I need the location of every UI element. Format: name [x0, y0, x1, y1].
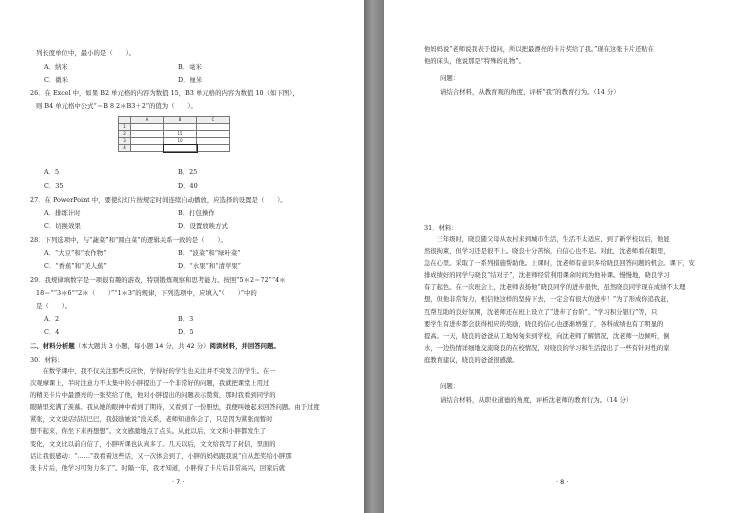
- q29-line2: 18＝”“3＊6”“2＊（ ）”“1＊3”的规律，下列选项中，应填入“（ ）”中的: [36, 289, 257, 297]
- q26-option-d: D．40: [178, 182, 198, 190]
- q30-line: 话让我很感动：“……”我看着这些话，又一次体会到了，小胖的妈妈跟我说“自从您奖给小胖那: [30, 452, 292, 460]
- q31-question-label: 问题：: [440, 382, 460, 390]
- q31-line: 然很拘束，但学习还是很不上。晓良十分苦恼，自信心也不足。对此，沈老师看在眼里，: [424, 248, 670, 256]
- section2-note: （本大题共 3 小题，每小题 14 分，共 42 分）: [74, 342, 210, 350]
- q30-continuation: [424, 44, 654, 68]
- sheet-row-2-head: 2: [119, 131, 131, 138]
- q28-option-a: A．“大豆”和“农作物”: [44, 249, 107, 257]
- sheet-col-b: B: [164, 117, 197, 124]
- sheet-cell-c1: [197, 124, 230, 131]
- q31-label: 31．材料：: [424, 224, 458, 232]
- q27-option-b: B．打包操作: [178, 209, 215, 217]
- sheet-cell-c3: [197, 138, 230, 145]
- sheet-cell-b2: 15: [164, 131, 197, 138]
- sheet-cell-b4-selected: [164, 145, 197, 152]
- q26-option-a: A．5: [44, 168, 60, 176]
- q30-material: [30, 366, 320, 475]
- q31-line: 排成绩好的同学与晓良“结对子”，沈老师经常利用课余时间为他补课。慢慢地，晓良学习: [424, 272, 670, 280]
- q31-line: 想，但他非常努力，相信他这样的坚持下去，一定会有很大的进步！”为了形成你追我赶，: [424, 296, 673, 304]
- q27-option-d: D．设置放映方式: [178, 222, 228, 230]
- q25-option-d: D．厘米: [178, 76, 203, 84]
- q26-line2: 则 B4 单元格中公式“＝B 8 2＊B3＋2”的值为（ ）。: [36, 102, 197, 110]
- sheet-cell-a2: [131, 131, 164, 138]
- exam-page-8: [384, 0, 748, 513]
- q29-option-a: A．2: [44, 315, 60, 323]
- q30-line: 紧张，文文说话结结巴巴，我鼓励她说“没关系，老师知道你会了，只是因为紧张而暂时: [30, 416, 273, 424]
- q31-line: 要学生有进步都会获得相应的奖励，晓良的信心也逐渐增强了，各科成绩也有了明显的: [424, 320, 664, 328]
- q30-question-label: 问题：: [440, 74, 460, 82]
- sheet-cell-a1: [131, 124, 164, 131]
- q28-option-b: B．“波菜”和“绿叶菜”: [178, 249, 241, 257]
- sheet-row-3-head: 3: [119, 138, 131, 145]
- q29-option-d: D．5: [178, 328, 194, 336]
- q31-question: 请结合材料，从职业道德的角度，评析沈老师的教育行为。（14 分）: [440, 396, 633, 404]
- q27-option-a: A．排练计时: [44, 209, 81, 217]
- q29-line3: 是（ ）。: [36, 302, 72, 310]
- sheet-row-1-head: 1: [119, 124, 131, 131]
- q30-line: 眼睛里充满了羡慕。我从她的眼神中看到了期待，又看到了一份胆怯，我便叫她起来回答问题。由于过度: [30, 404, 320, 412]
- q27-line: 27．在 PowerPoint 中，要使幻灯片按规定时间连续自动播放，应选择的设置是（ ）。: [30, 196, 287, 204]
- q31-line: 急在心里。采取了一系列措施帮助他。上课时，沈老师有意识多给晓良回答问题的机会。课下，安: [424, 260, 695, 268]
- sheet-row-4-head: 4: [119, 145, 131, 152]
- q31-line: 庭教育建议，晓良的爸爸很感激。: [424, 356, 519, 364]
- q30-label: 30．材料：: [30, 356, 64, 364]
- q30-cont-line: 他妈妈说“老师说我表于提问，所以把最漂亮的卡片奖给了我。”现在这张卡片还贴在: [424, 46, 654, 53]
- q30-question: 请结合材料，从教育观的角度，评析“我”的教育行为。（14 分）: [440, 88, 620, 96]
- sheet-col-a: A: [131, 117, 164, 124]
- q27-option-c: C．切换效果: [44, 222, 81, 230]
- q25-tail: 列长度单位中，最小的是（ ）。: [36, 49, 136, 57]
- q25-option-a: A．纳米: [44, 63, 68, 71]
- q26-line1: 26．在 Excel 中，如果 B2 单元格的内容为数值 15，B3 单元格的内容为数值 10（如下图），: [30, 89, 299, 97]
- sheet-corner: [119, 117, 131, 124]
- page-gutter: [364, 0, 384, 513]
- q31-line: 水，一边热情详细地交流晓良的在校情况，对晓良的学习和生活提出了一些有针对性的家: [424, 344, 670, 352]
- page-number-left: · 7 ·: [172, 478, 185, 486]
- q28-line: 28．下列选项中，与“蔬菜”和“圆白菜”的逻辑关系一致的是（ ）。: [30, 236, 227, 244]
- q29-option-c: C．4: [44, 328, 60, 336]
- q31-line: 有了起色。在一次班会上，沈老师表扬他“晓良同学的进步很快，虽然晓良同学现在成绩不太理: [424, 284, 686, 292]
- exam-page-7: [0, 0, 364, 513]
- q30-line: 的精美卡片中最漂亮的一张奖给了他，他对小胖提出的问题表示赞赏，那时我看到同学的: [30, 392, 276, 400]
- sheet-cell-c4: [197, 145, 230, 152]
- q30-line: 张卡片后，他学习可努力多了”。时隔一年，我才知道，小胖得了卡片后非常高兴，回家后就: [30, 464, 286, 472]
- q25-option-c: C．微米: [44, 76, 69, 84]
- q31-line: 提高。一天，晓良的爸爸从工地匆匆来到学校，向沈老师了解情况，沈老师一边倾听，倒: [424, 332, 670, 340]
- q26-option-b: B．25: [178, 168, 198, 176]
- sheet-cell-a4: [131, 145, 164, 152]
- q31-line: 互帮互助的良好氛围，沈老师还在班上设立了“进步了台阶”、“学习积分银行”等，只: [424, 308, 658, 316]
- q25-option-b: B．毫米: [178, 63, 202, 71]
- section2-label: 二、材料分析题: [30, 342, 75, 350]
- sheet-cell-b1: [164, 124, 197, 131]
- q30-line: 在数学课中，我不仅关注那些反应快，学得好的学生也关注并不突发言的学生。在一: [30, 368, 276, 375]
- sheet-col-c: C: [197, 117, 230, 124]
- section2-instruction: 阅读材料，并回答问题。: [209, 342, 280, 350]
- page-number-right: · 8 ·: [556, 478, 569, 486]
- q31-material: [424, 234, 695, 367]
- section2-heading: [30, 342, 280, 350]
- sheet-cell-b3: 10: [164, 138, 197, 145]
- excel-sheet: [118, 116, 230, 152]
- q29-line1: 29．我规律填数字是一项很有趣的游戏，特别锻炼观察和思考能力。按照“5＊2＝72”“4＊: [30, 276, 286, 284]
- q30-line: 想不起来，你坐下来再想想”。文文感激地点了点头。从此以后，文文和小胖都发生了: [30, 428, 267, 436]
- q29-option-b: B．3: [178, 315, 194, 323]
- q31-line: 三年级时，晓良随父母从农村来到城市生活，生活不太适应，到了新学校以后，他显: [424, 236, 670, 243]
- sheet-cell-a3: [131, 138, 164, 145]
- q30-line: 变化，文文比以前自信了，小胖听课也认真多了。几天以后，文文给我写了封信，里面的: [30, 440, 276, 448]
- q28-option-d: D．“水果”和“清苹果”: [178, 262, 241, 270]
- q28-option-c: C．“香蕉”和“美人蕉”: [44, 262, 107, 270]
- q30-cont-line: 他的床头，他说那是“特殊的礼物”。: [424, 58, 525, 66]
- q26-option-c: C．35: [44, 182, 64, 190]
- sheet-cell-c2: [197, 131, 230, 138]
- q30-line: 次观摩课上，半时注意力不太集中的小胖提出了一个非常好的问题，我就把课堂上用过: [30, 380, 270, 388]
